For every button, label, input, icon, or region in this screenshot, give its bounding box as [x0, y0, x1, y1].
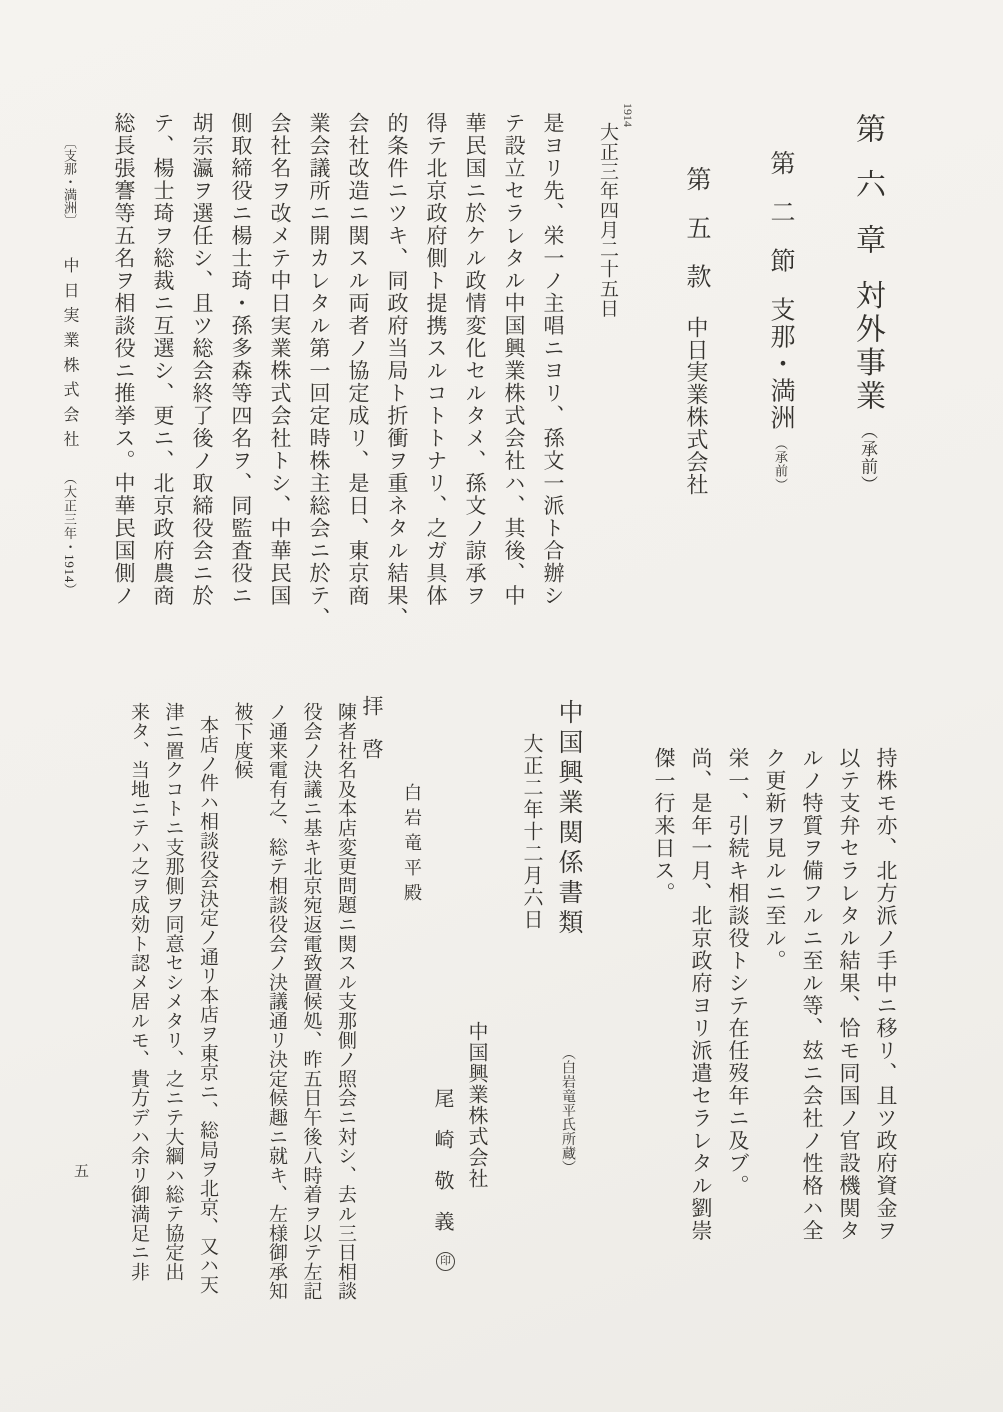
text-column: 役会ノ決議ニ基キ北京宛返電致置候処、昨五日午後八時着ヲ以テ左記 [300, 702, 322, 1301]
text-column: 津ニ置クコトニ支那側ヲ同意セシメタリ、之ニテ大綱ハ総テ協定出 [162, 702, 184, 1281]
section-title: 支那・満洲 [767, 296, 794, 432]
letter-sender-name [428, 1088, 457, 1271]
text-column: 得テ北京政府側ト提携スルコトトナリ、之ガ具体 [424, 112, 448, 607]
letter-recipient: 白岩竜平殿 [402, 783, 422, 909]
entry-year-annotation: 1914 [621, 103, 635, 127]
page-number: 五 [72, 1163, 88, 1178]
margin-caption-year: （大正三年・1914） [62, 471, 77, 597]
text-column: ノ通来電有之、総テ相談役会ノ決議通リ決定候趣ニ就キ、左様御承知 [266, 702, 287, 1301]
section-heading [762, 150, 798, 492]
letter-body [118, 702, 362, 1302]
text-column: ルノ特質ヲ備フルニ至ル等、玆ニ会社ノ性格ハ全 [800, 747, 824, 1242]
text-column: テ設立セラレタル中国興業株式会社ハ、其後、中 [502, 112, 526, 607]
text-column: 的条件ニツキ、同政府当局ト折衝ヲ重ネタル結果、 [385, 112, 409, 630]
text-column: 是ヨリ先、栄一ノ主唱ニヨリ、孫文一派ト合辦シ [541, 112, 565, 607]
text-column: 栄一、引続キ相談役トシテ在任歿年ニ及ブ。 [726, 747, 750, 1197]
text-column: 被下度候 [231, 702, 253, 780]
section-number: 第二節 [767, 150, 794, 297]
text-column: 業会議所ニ開カレタル第一回定時株主総会ニ於テ、 [307, 112, 331, 630]
entry-paragraph-1 [102, 112, 572, 652]
archive-document-title: 中国興業関係書類 [555, 699, 582, 939]
text-column: 陳者社名及本店変更問題ニ関スル支那側ノ照会ニ対シ、去ル三日相談 [335, 702, 356, 1301]
text-column: 傑一行来日ス。 [652, 747, 676, 905]
text-column: ク更新ヲ見ルニ至ル。 [763, 747, 787, 972]
subsection-title: 中日実業株式会社 [684, 316, 709, 496]
text-column: 持株モ亦、北方派ノ手中ニ移リ、且ツ政府資金ヲ [874, 747, 898, 1242]
seal-icon: 印 [436, 1252, 455, 1271]
entry-paragraph-2 [642, 747, 904, 1302]
text-column: 来タ、当地ニテハ之ヲ成効ト認メ居ルモ、貴方デハ余リ御満足ニ非 [128, 702, 149, 1281]
margin-caption-region: 〔支那・満洲〕 [62, 136, 77, 227]
archive-provenance-note: （白岩竜平氏所蔵） [560, 1046, 575, 1175]
letter-salutation: 拝啓 [360, 695, 384, 782]
chapter-heading [845, 113, 889, 493]
chapter-number: 第六章 [851, 113, 884, 280]
text-column: 尚、是年一月、北京政府ヨリ派遣セラレタル劉崇 [689, 747, 713, 1242]
text-column: 本店ノ件ハ相談役会決定ノ通リ本店ヲ東京ニ、総局ヲ北京、又ハ天 [197, 715, 218, 1294]
text-column: 華民国ニ於ケル政情変化セルタメ、孫文ノ諒承ヲ [463, 112, 487, 607]
text-column: 総長張謇等五名ヲ相談役ニ推挙ス。中華民国側ノ [112, 112, 136, 607]
text-column: 会社改造ニ関スル両者ノ協定成リ、是日、東京商 [346, 112, 370, 607]
letter-sender-company: 中国興業株式会社 [465, 1021, 487, 1189]
text-column: 以テ支弁セラレタル結果、恰モ同国ノ官設機関タ [837, 747, 861, 1242]
sender-name-text: 尾崎敬義 [431, 1088, 453, 1252]
chapter-continued-note: （承前） [858, 421, 877, 494]
subsection-heading [678, 166, 714, 496]
subsection-number: 第五款 [683, 166, 710, 313]
text-column: テ、楊士琦ヲ総裁ニ互選シ、更ニ、北京政府農商 [151, 112, 175, 607]
text-column: 側取締役ニ楊士琦・孫多森等四名ヲ、同監査役ニ [229, 112, 253, 607]
entry-date-heading: 大正三年四月二十五日 [597, 122, 618, 318]
text-column: 胡宗瀛ヲ選任シ、且ツ総会終了後ノ取締役会ニ於 [190, 112, 214, 607]
section-continued-note: （承前） [773, 437, 788, 492]
chapter-title: 対外事業 [851, 279, 884, 414]
margin-caption-title: 中日実業株式会社 [61, 257, 78, 456]
margin-caption [58, 136, 81, 597]
letter-date: 大正二年十二月六日 [520, 733, 542, 931]
text-column: 会社名ヲ改メテ中日実業株式会社トシ、中華民国 [268, 112, 292, 607]
